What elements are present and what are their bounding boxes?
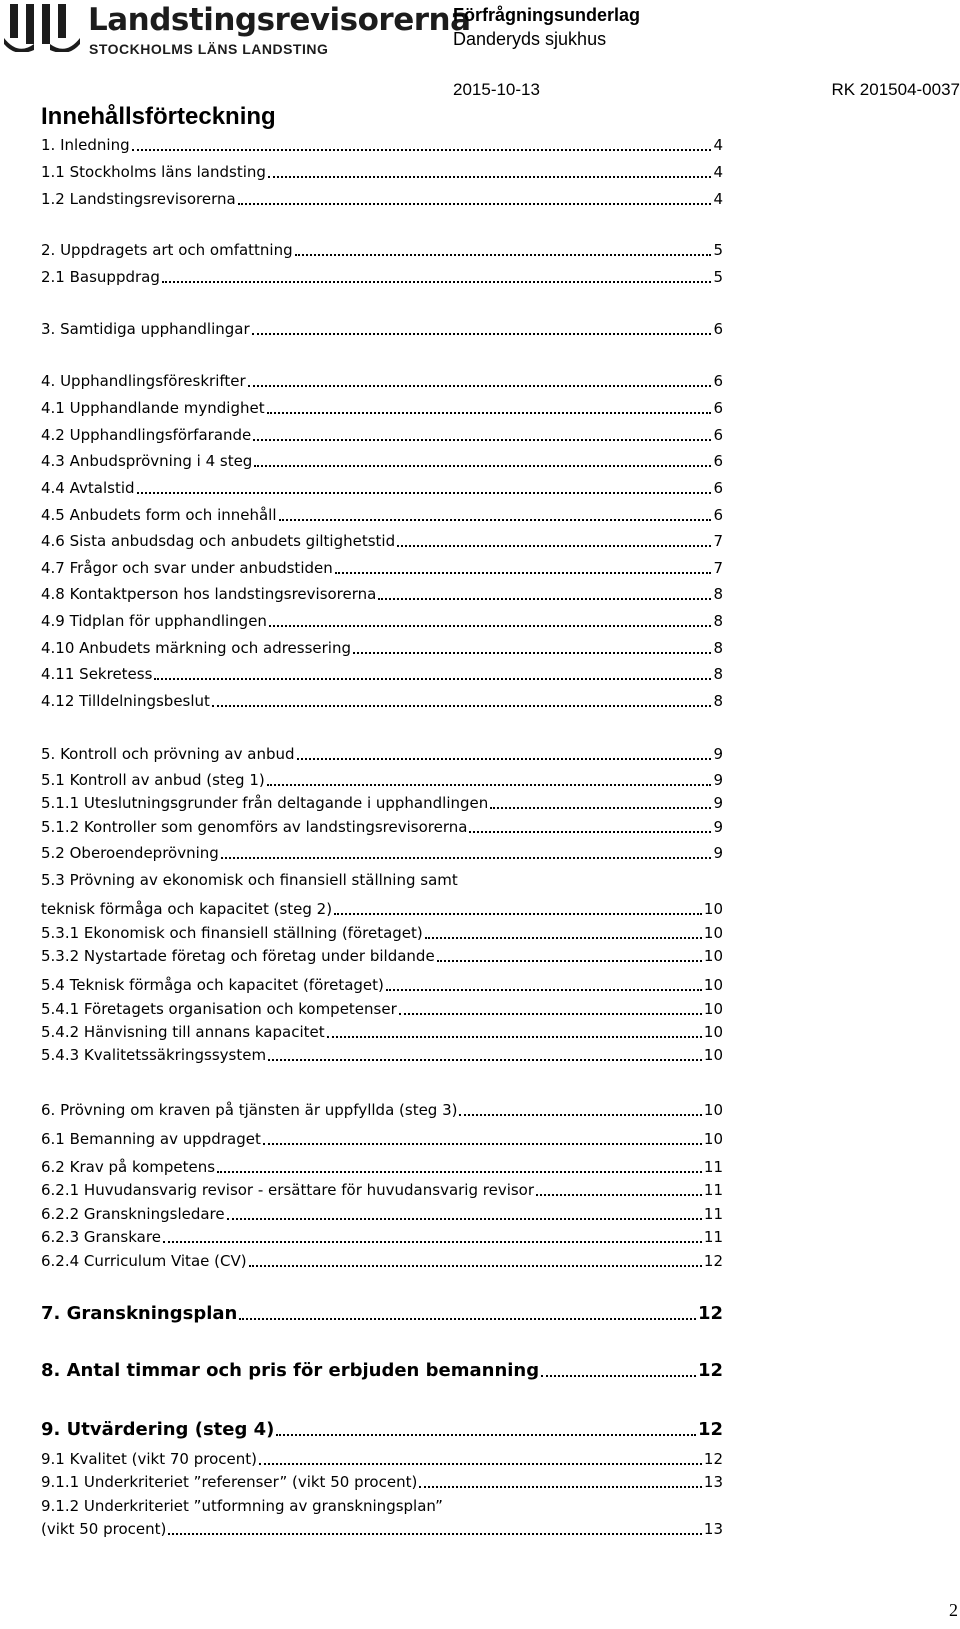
toc-entry[interactable]: (vikt 50 procent) 13: [41, 1520, 723, 1538]
toc-entry: 5.3 Prövning av ekonomisk och finansiell ställning samt: [41, 871, 458, 889]
document-type: Förfrågningsunderlag: [453, 5, 641, 25]
toc-entry[interactable]: 5.1.1 Uteslutningsgrunder från deltagande i upphandlingen 9: [41, 794, 723, 812]
toc-entry[interactable]: 4.3 Anbudsprövning i 4 steg 6: [41, 452, 723, 470]
toc-entry[interactable]: 4.7 Frågor och svar under anbudstiden 7: [41, 559, 723, 577]
toc-entry[interactable]: 5.4 Teknisk förmåga och kapacitet (företaget) 10: [41, 976, 723, 994]
toc-entry[interactable]: 9. Utvärdering (steg 4) 12: [41, 1419, 723, 1440]
toc-entry[interactable]: 4.1 Upphandlande myndighet 6: [41, 399, 723, 417]
toc-entry[interactable]: 1.2 Landstingsrevisorerna 4: [41, 190, 723, 208]
toc-entry[interactable]: 4. Upphandlingsföreskrifter 6: [41, 372, 723, 390]
toc-entry[interactable]: 5.1 Kontroll av anbud (steg 1) 9: [41, 771, 723, 789]
toc-entry[interactable]: 6.2.2 Granskningsledare 11: [41, 1205, 723, 1223]
toc-entry[interactable]: 4.11 Sekretess 8: [41, 665, 723, 683]
toc-entry[interactable]: 5.4.2 Hänvisning till annans kapacitet 10: [41, 1023, 723, 1041]
toc-entry[interactable]: 6.2 Krav på kompetens 11: [41, 1158, 723, 1176]
toc-entry[interactable]: 4.5 Anbudets form och innehåll 6: [41, 506, 723, 524]
logo-subtitle: STOCKHOLMS LÄNS LANDSTING: [89, 41, 329, 57]
toc-entry[interactable]: 4.12 Tilldelningsbeslut 8: [41, 692, 723, 710]
toc-entry[interactable]: 1.1 Stockholms läns landsting 4: [41, 163, 723, 181]
toc-entry[interactable]: 4.2 Upphandlingsförfarande 6: [41, 426, 723, 444]
document-date: 2015-10-13: [453, 80, 540, 99]
toc-entry[interactable]: 8. Antal timmar och pris för erbjuden bemanning 12: [41, 1360, 723, 1381]
logo-name: Landstingsrevisorerna: [88, 2, 471, 38]
toc-entry[interactable]: 4.6 Sista anbudsdag och anbudets giltighetstid 7: [41, 532, 723, 550]
toc-title: Innehållsförteckning: [41, 103, 276, 130]
toc-entry[interactable]: 5.3.2 Nystartade företag och företag under bildande 10: [41, 947, 723, 965]
toc-entry[interactable]: 6.2.4 Curriculum Vitae (CV) 12: [41, 1252, 723, 1270]
toc-entry[interactable]: 6. Prövning om kraven på tjänsten är uppfyllda (steg 3) 10: [41, 1101, 723, 1119]
toc-entry[interactable]: 5.4.3 Kvalitetssäkringssystem 10: [41, 1046, 723, 1064]
document-reference: RK 201504-0037: [831, 80, 960, 99]
toc-entry[interactable]: 4.10 Anbudets märkning och adressering 8: [41, 639, 723, 657]
toc-entry[interactable]: 4.9 Tidplan för upphandlingen 8: [41, 612, 723, 630]
toc-entry[interactable]: 9.1.1 Underkriteriet ”referenser” (vikt 50 procent) 13: [41, 1473, 723, 1491]
toc-entry[interactable]: 2.1 Basuppdrag 5: [41, 268, 723, 286]
toc-entry[interactable]: 9.1 Kvalitet (vikt 70 procent) 12: [41, 1450, 723, 1468]
toc-entry[interactable]: 5.1.2 Kontroller som genomförs av landstingsrevisorerna 9: [41, 818, 723, 836]
toc-entry[interactable]: 6.2.3 Granskare 11: [41, 1228, 723, 1246]
toc-entry[interactable]: 4.4 Avtalstid 6: [41, 479, 723, 497]
document-subject: Danderyds sjukhus: [453, 29, 607, 49]
toc-entry[interactable]: 5. Kontroll och prövning av anbud 9: [41, 745, 723, 763]
toc-entry[interactable]: 1. Inledning 4: [41, 136, 723, 154]
toc-entry[interactable]: teknisk förmåga och kapacitet (steg 2) 10: [41, 900, 723, 918]
toc-entry[interactable]: 5.3.1 Ekonomisk och finansiell ställning (företaget) 10: [41, 924, 723, 942]
toc-entry[interactable]: 3. Samtidiga upphandlingar 6: [41, 320, 723, 338]
toc-entry[interactable]: 5.4.1 Företagets organisation och kompetenser 10: [41, 1000, 723, 1018]
toc-entry[interactable]: 6.1 Bemanning av uppdraget 10: [41, 1130, 723, 1148]
document-header: [453, 3, 640, 51]
page-number: 2: [949, 1600, 958, 1620]
toc-entry[interactable]: 6.2.1 Huvudansvarig revisor - ersättare för huvudansvarig revisor 11: [41, 1181, 723, 1199]
landstingsrevisorerna-logo-icon: [4, 4, 80, 52]
logo: [4, 2, 471, 57]
toc-entry: 9.1.2 Underkriteriet ”utformning av granskningsplan”: [41, 1497, 443, 1515]
toc-entry[interactable]: 2. Uppdragets art och omfattning 5: [41, 241, 723, 259]
toc-entry[interactable]: 4.8 Kontaktperson hos landstingsrevisorerna 8: [41, 585, 723, 603]
toc-entry[interactable]: 7. Granskningsplan 12: [41, 1303, 723, 1324]
toc-entry[interactable]: 5.2 Oberoendeprövning 9: [41, 844, 723, 862]
